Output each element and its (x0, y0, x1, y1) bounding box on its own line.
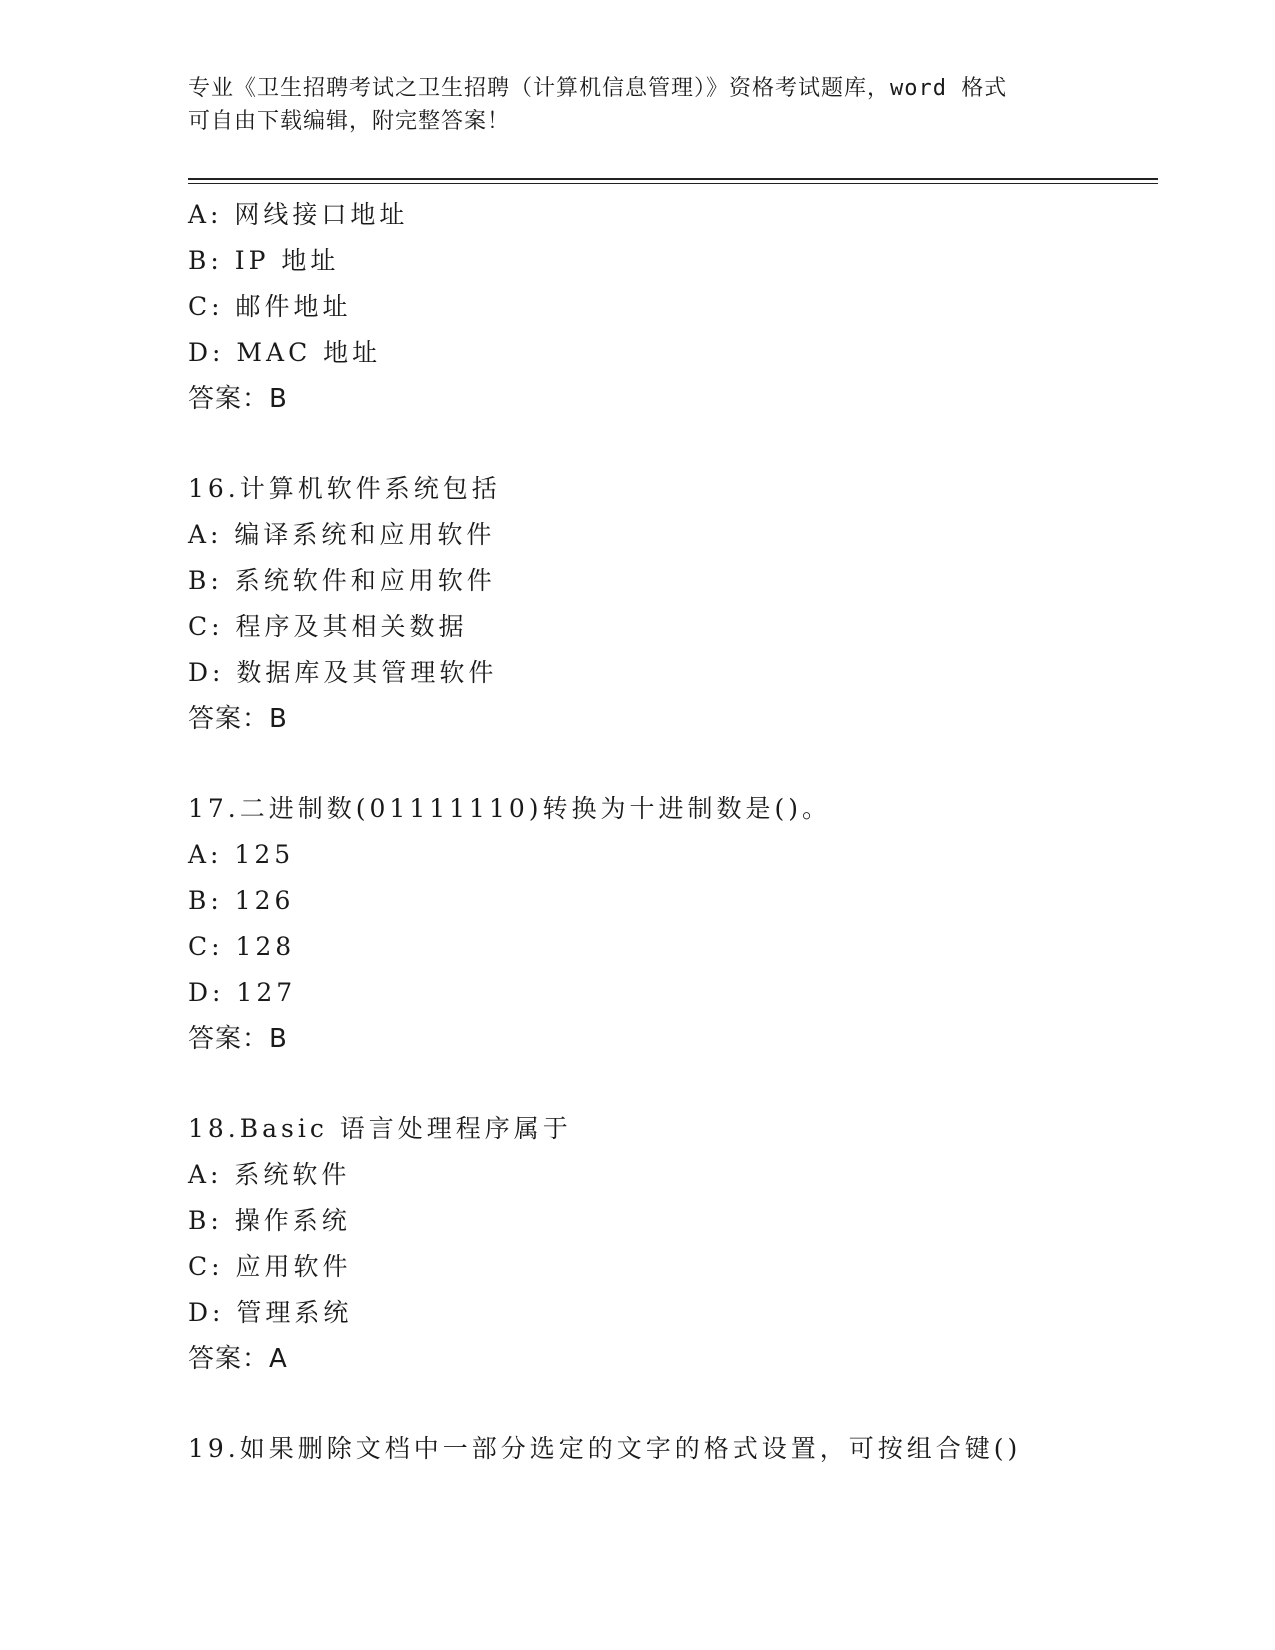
option-d: D: 数据库及其管理软件 (188, 658, 498, 687)
option-d: D: 127 (188, 978, 297, 1007)
option-c: C: 128 (188, 932, 296, 961)
question-19 (188, 1426, 1158, 1472)
option-a: A: 网线接口地址 (188, 200, 409, 229)
question-18 (188, 1106, 1158, 1382)
spacer (188, 742, 1158, 786)
document-header (188, 72, 1088, 138)
spacer (188, 422, 1158, 466)
header-divider-thick (188, 178, 1158, 180)
spacer (188, 1062, 1158, 1106)
spacer (188, 1382, 1158, 1426)
question-text: 19.如果删除文档中一部分选定的文字的格式设置，可按组合键() (188, 1434, 1022, 1463)
option-a: A: 系统软件 (188, 1160, 351, 1189)
option-c: C: 邮件地址 (188, 292, 352, 321)
question-text: 17.二进制数(01111110)转换为十进制数是()。 (188, 794, 832, 823)
question-17 (188, 786, 1158, 1062)
answer-line: 答案：B (188, 384, 288, 414)
option-d: D: 管理系统 (188, 1298, 353, 1327)
header-line-2: 可自由下载编辑，附完整答案！ (188, 109, 511, 134)
question-text: 18.Basic 语言处理程序属于 (188, 1114, 572, 1143)
header-divider-thin (188, 183, 1158, 184)
option-b: B: 操作系统 (188, 1206, 351, 1235)
answer-line: 答案：A (188, 1344, 288, 1374)
option-b: B: 系统软件和应用软件 (188, 566, 496, 595)
question-text: 16.计算机软件系统包括 (188, 474, 501, 503)
option-b: B: 126 (188, 886, 295, 915)
option-c: C: 应用软件 (188, 1252, 352, 1281)
option-b: B: IP 地址 (188, 246, 340, 275)
option-a: A: 编译系统和应用软件 (188, 520, 496, 549)
option-c: C: 程序及其相关数据 (188, 612, 468, 641)
question-15 (188, 192, 1158, 422)
question-list (188, 192, 1158, 1472)
header-line-1: 专业《卫生招聘考试之卫生招聘（计算机信息管理）》资格考试题库，word 格式 (188, 76, 1008, 101)
option-a: A: 125 (188, 840, 295, 869)
answer-line: 答案：B (188, 1024, 288, 1054)
question-16 (188, 466, 1158, 742)
answer-line: 答案：B (188, 704, 288, 734)
option-d: D: MAC 地址 (188, 338, 382, 367)
